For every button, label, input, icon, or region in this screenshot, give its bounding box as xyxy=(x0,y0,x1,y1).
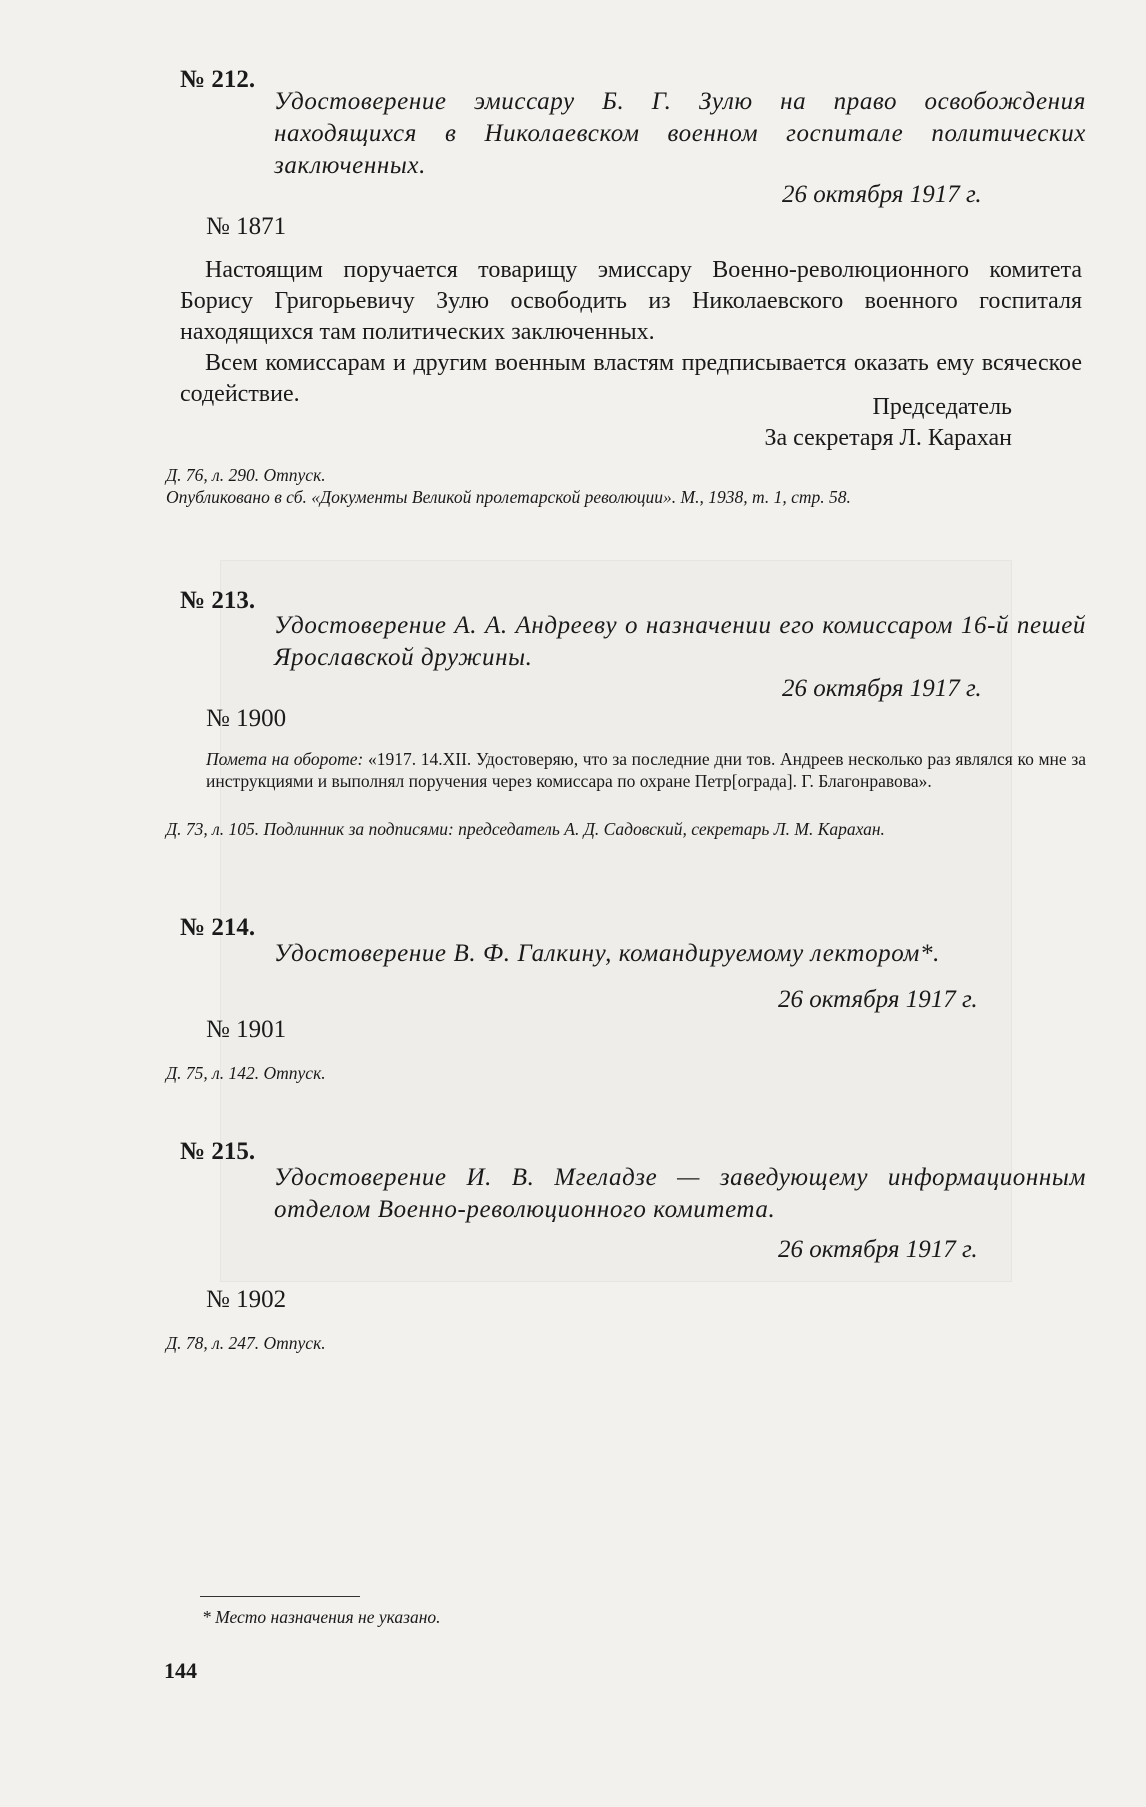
doc212-number: № 212. xyxy=(180,66,256,93)
doc212-source-published: Опубликовано в сб. «Документы Великой пролетарской революции». М., 1938, т. 1, стр. 58. xyxy=(166,487,851,507)
doc215-number: № 215. xyxy=(180,1138,256,1165)
doc213-source: Д. 73, л. 105. Подлинник за подписями: председатель А. Д. Садовский, секретарь Л. М. Карахан. xyxy=(166,819,885,839)
page-number: 144 xyxy=(164,1658,197,1683)
doc212-source-archive: Д. 76, л. 290. Отпуск. xyxy=(166,465,326,485)
doc214-date: 26 октября 1917 г. xyxy=(778,986,978,1013)
doc212-date: 26 октября 1917 г. xyxy=(782,181,982,208)
doc215-doc-number: № 1902 xyxy=(206,1286,287,1313)
doc215-title: Удостоверение И. В. Мгеладзе — заведующему информационным отделом Военно-революционного комитета. xyxy=(274,1164,1086,1223)
doc213-number: № 213. xyxy=(180,587,256,614)
footnote: * Место назначения не указано. xyxy=(202,1607,441,1627)
doc214-title: Удостоверение В. Ф. Галкину, командируемому лектором*. xyxy=(274,940,940,967)
doc213-doc-number: № 1900 xyxy=(206,705,287,732)
doc212-signature-title: Председатель xyxy=(872,394,1012,420)
doc212-paragraph-2: Всем комиссарам и другим военным властям предписывается оказать ему всяческое содействие. xyxy=(180,350,1082,407)
doc212-paragraph-1: Настоящим поручается товарищу эмиссару Военно-революционного комитета Борису Григорьевичу Зулю освободить из Николаевского военного госпиталя находящихся там политических заключенных. xyxy=(180,257,1082,345)
doc214-number: № 214. xyxy=(180,914,256,941)
doc214-doc-number: № 1901 xyxy=(206,1016,287,1043)
doc213-note-label: Помета на обороте: xyxy=(206,749,364,769)
doc213-note-text: «1917. 14.XII. Удостоверяю, что за последние дни тов. Андреев несколько раз являлся ко мне за инструкциями и выполнял поручения через комиссара по охране Петр[ограда]. Г. Благонравова». xyxy=(206,749,1086,791)
doc213-title: Удостоверение А. А. Андрееву о назначении его комиссаром 16-й пешей Ярославской дружины. xyxy=(274,612,1086,671)
doc212-doc-number: № 1871 xyxy=(206,213,287,240)
doc212-body xyxy=(180,255,1082,410)
doc212-title: Удостоверение эмиссару Б. Г. Зулю на право освобождения находящихся в Николаевском военном госпитале политических заключенных. xyxy=(274,88,1086,179)
doc213-reverse-note xyxy=(206,748,1086,792)
doc213-date: 26 октября 1917 г. xyxy=(782,675,982,702)
doc215-source: Д. 78, л. 247. Отпуск. xyxy=(166,1333,326,1353)
doc212-signature-secretary: За секретаря Л. Карахан xyxy=(764,425,1012,451)
footnote-divider xyxy=(200,1596,360,1597)
doc215-date: 26 октября 1917 г. xyxy=(778,1236,978,1263)
doc214-source: Д. 75, л. 142. Отпуск. xyxy=(166,1063,326,1083)
